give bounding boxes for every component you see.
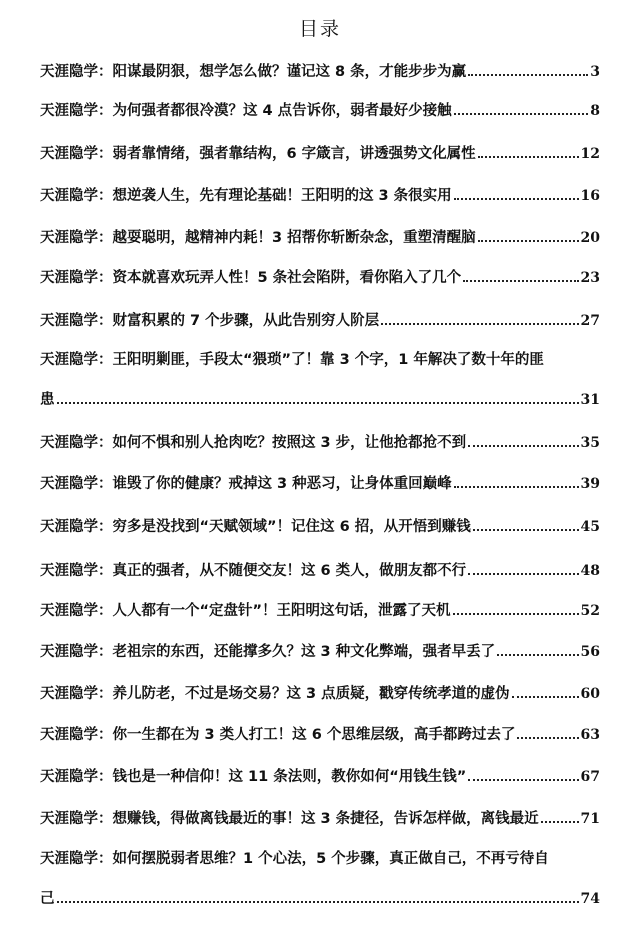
toc-entry-line: [40, 306, 600, 332]
toc-entry[interactable]: [40, 181, 600, 207]
toc-entry-line: [40, 596, 600, 622]
toc-entry-line: [40, 512, 600, 538]
toc-entry-title: 天涯隐学：王阳明剿匪，手段太“猥琐”了！靠 3 个字，1 年解决了数十年的匪: [40, 352, 544, 368]
toc-dot-leader: [497, 637, 578, 656]
toc-entry-title: 天涯隐学：阳谋最阴狠，想学怎么做？谨记这 8 条，才能步步为赢: [40, 64, 467, 80]
toc-entry[interactable]: [40, 512, 600, 538]
toc-entry-title: 天涯隐学：你一生都在为 3 类人打工！这 6 个思维层级，高手都跨过去了: [40, 727, 516, 743]
toc-dot-leader: [468, 428, 578, 447]
toc-page-number: 52: [580, 603, 600, 619]
toc-dot-leader: [512, 679, 579, 698]
toc-page-number: 16: [580, 188, 600, 204]
toc-entry[interactable]: [40, 762, 600, 788]
toc-dot-leader: [468, 762, 578, 781]
toc-entry[interactable]: [40, 223, 600, 249]
toc-dot-leader: [57, 884, 579, 903]
toc-entry[interactable]: [40, 637, 600, 663]
toc-entry-line: [40, 57, 600, 83]
toc-entry-line: [40, 469, 600, 495]
toc-entry-title: 天涯隐学：养儿防老，不过是场交易？这 3 点质疑，戳穿传统孝道的虚伪: [40, 686, 510, 702]
toc-dot-leader: [454, 181, 579, 200]
toc-entry-title: 天涯隐学：如何摆脱弱者思维？1 个心法，5 个步骤，真正做自己，不再亏待自: [40, 851, 549, 867]
toc-entry-line: [40, 804, 600, 830]
toc-entry[interactable]: [40, 556, 600, 582]
toc-dot-leader: [517, 720, 578, 739]
toc-entry[interactable]: [40, 139, 600, 165]
toc-page-number: 20: [580, 230, 600, 246]
toc-dot-leader: [478, 139, 579, 158]
toc-entry-line: [40, 556, 600, 582]
toc-entry-title: 天涯隐学：越耍聪明，越精神内耗！3 招帮你斩断杂念，重塑清醒脑: [40, 230, 476, 246]
toc-entry-line-continued: [40, 884, 600, 910]
toc-dot-leader: [57, 385, 579, 404]
toc-entry-line: [40, 347, 600, 373]
toc-entry[interactable]: [40, 596, 600, 622]
toc-page-number: 12: [580, 146, 600, 162]
toc-entry-line: [40, 96, 600, 122]
toc-entry-line: [40, 263, 600, 289]
toc-entry-title: 天涯隐学：如何不惧和别人抢肉吃？按照这 3 步，让他抢都抢不到: [40, 435, 467, 451]
toc-page-number: 48: [580, 563, 600, 579]
toc-dot-leader: [454, 96, 589, 115]
toc-page-number: 63: [580, 727, 600, 743]
toc-dot-leader: [541, 804, 579, 823]
toc-entry-title-continued: 己: [40, 891, 55, 907]
toc-entry-title: 天涯隐学：财富积累的 7 个步骤，从此告别穷人阶层: [40, 313, 380, 329]
toc-entry-title: 天涯隐学：为何强者都很冷漠？这 4 点告诉你，弱者最好少接触: [40, 103, 452, 119]
toc-page-number: 67: [580, 769, 600, 785]
toc-dot-leader: [468, 57, 588, 76]
toc-entry-title: 天涯隐学：穷多是没找到“天赋领域”！记住这 6 招，从开悟到赚钱: [40, 519, 471, 535]
toc-entry[interactable]: [40, 469, 600, 495]
toc-page-number: 8: [590, 103, 600, 119]
toc-entry[interactable]: [40, 804, 600, 830]
toc-entry-title: 天涯隐学：人人都有一个“定盘针”！王阳明这句话，泄露了天机: [40, 603, 451, 619]
toc-entry[interactable]: [40, 96, 600, 122]
toc-entry-line: [40, 846, 600, 872]
toc-entry[interactable]: [40, 57, 600, 83]
toc-page-number: 45: [580, 519, 600, 535]
toc-entry[interactable]: [40, 306, 600, 332]
toc-entry-line: [40, 139, 600, 165]
toc-page-number: 60: [580, 686, 600, 702]
toc-entry-line: [40, 762, 600, 788]
toc-page-number: 27: [580, 313, 600, 329]
toc-entry-title-continued: 患: [40, 392, 55, 408]
toc-page-number: 23: [580, 270, 600, 286]
toc-entry-title: 天涯隐学：资本就喜欢玩弄人性！5 条社会陷阱，看你陷入了几个: [40, 270, 462, 286]
toc-entry-line: [40, 637, 600, 663]
toc-entry-title: 天涯隐学：弱者靠情绪，强者靠结构，6 字箴言，讲透强势文化属性: [40, 146, 476, 162]
toc-entry-line: [40, 181, 600, 207]
toc-page-number: 74: [580, 891, 600, 907]
toc-dot-leader: [453, 596, 579, 615]
toc-entry-line-continued: [40, 385, 600, 411]
toc-dot-leader: [454, 469, 579, 488]
toc-entry-title: 天涯隐学：谁毁了你的健康？戒掉这 3 种恶习，让身体重回巅峰: [40, 476, 452, 492]
toc-entry-title: 天涯隐学：想逆袭人生，先有理论基础！王阳明的这 3 条很实用: [40, 188, 452, 204]
toc-page-number: 56: [580, 644, 600, 660]
toc-entry[interactable]: [40, 846, 600, 910]
toc-entry[interactable]: [40, 263, 600, 289]
toc-dot-leader: [381, 306, 578, 325]
toc-entry-line: [40, 679, 600, 705]
toc-dot-leader: [473, 512, 579, 531]
toc-dot-leader: [463, 263, 578, 282]
toc-page-number: 35: [580, 435, 600, 451]
toc-page-number: 31: [580, 392, 600, 408]
toc-dot-leader: [478, 223, 579, 242]
toc-dot-leader: [468, 556, 578, 575]
toc-entry-title: 天涯隐学：老祖宗的东西，还能撑多久？这 3 种文化弊端，强者早丢了: [40, 644, 496, 660]
toc-page-number: 71: [580, 811, 600, 827]
toc-entry-line: [40, 428, 600, 454]
toc-entry[interactable]: [40, 720, 600, 746]
toc-entry-line: [40, 720, 600, 746]
toc-entry-title: 天涯隐学：想赚钱，得做离钱最近的事！这 3 条捷径，告诉怎样做，离钱最近: [40, 811, 539, 827]
toc-entry-line: [40, 223, 600, 249]
toc-entry[interactable]: [40, 428, 600, 454]
toc-entry[interactable]: [40, 347, 600, 411]
toc-entry-title: 天涯隐学：真正的强者，从不随便交友！这 6 类人，做朋友都不行: [40, 563, 467, 579]
toc-entry[interactable]: [40, 679, 600, 705]
toc-entry-title: 天涯隐学：钱也是一种信仰！这 11 条法则，教你如何“用钱生钱”: [40, 769, 467, 785]
toc-page-number: 39: [580, 476, 600, 492]
toc-page-number: 3: [590, 64, 600, 80]
toc-title: 目录: [298, 18, 341, 40]
